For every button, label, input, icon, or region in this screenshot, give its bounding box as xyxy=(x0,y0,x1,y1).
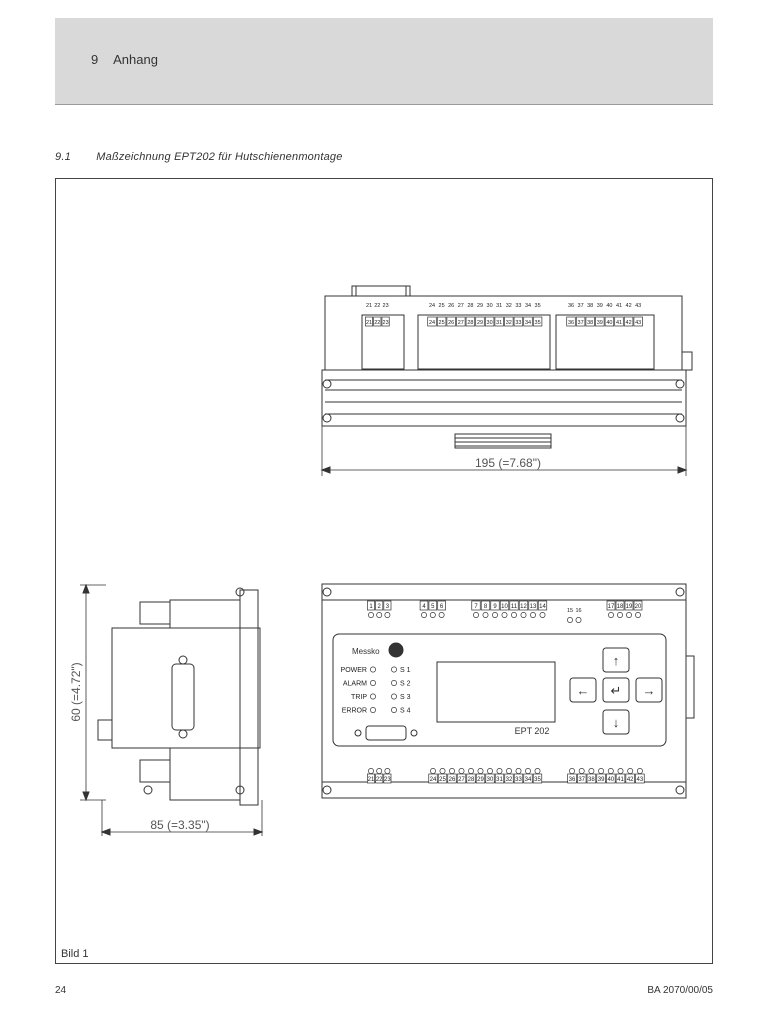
terminal-screw xyxy=(497,768,502,773)
terminal-label: 4 xyxy=(422,604,426,610)
terminal-screw xyxy=(530,612,535,617)
terminal-screw xyxy=(579,768,584,773)
terminal-screw xyxy=(628,768,633,773)
terminal-label: 33 xyxy=(515,777,522,783)
terminal-label: 28 xyxy=(467,303,474,309)
section-title: Maßzeichnung EPT202 für Hutschienenmontage xyxy=(96,151,343,163)
figure-caption: Bild 1 xyxy=(61,948,89,960)
terminal-label: 11 xyxy=(510,604,518,610)
terminal-screw xyxy=(449,768,454,773)
terminal-label: 9 xyxy=(493,604,497,610)
terminal-label: 28 xyxy=(467,777,475,783)
terminal-screw xyxy=(377,612,382,617)
terminal-label: 21 xyxy=(365,320,373,326)
terminal-label: 22 xyxy=(375,777,383,783)
terminal-label: 38 xyxy=(588,777,595,783)
terminal-label: 34 xyxy=(524,320,532,326)
terminal-label: 33 xyxy=(515,303,522,309)
terminal-label: 37 xyxy=(577,320,584,326)
terminal-label: 34 xyxy=(524,303,532,309)
terminal-label: 31 xyxy=(496,777,503,783)
chapter-title: Anhang xyxy=(113,52,158,67)
section-number: 9.1 xyxy=(55,151,71,163)
terminal-label: 35 xyxy=(534,777,541,783)
terminal-screw xyxy=(487,768,492,773)
terminal-screw xyxy=(635,612,640,617)
terminal-label: 34 xyxy=(524,777,532,783)
terminal-label: 38 xyxy=(587,303,594,309)
terminal-label: 25 xyxy=(439,777,446,783)
terminal-label: 22 xyxy=(374,320,381,326)
terminal-label: 6 xyxy=(439,604,444,610)
side-view xyxy=(80,585,262,836)
terminal-label: 41 xyxy=(617,777,624,783)
terminal-label: 29 xyxy=(476,303,484,309)
terminal-label: 38 xyxy=(587,320,594,326)
terminal-label: 19 xyxy=(625,604,633,610)
terminal-label: 21 xyxy=(367,777,375,783)
terminal-label: 1 xyxy=(369,604,373,610)
led-label: S 3 xyxy=(400,694,411,701)
led-icon xyxy=(391,707,396,712)
terminal-label: 40 xyxy=(606,303,613,309)
terminal-screw xyxy=(492,612,497,617)
terminal-screw xyxy=(576,617,581,622)
terminal-screw xyxy=(483,612,488,617)
terminal-label: 36 xyxy=(567,320,575,326)
terminal-screw xyxy=(440,768,445,773)
terminal-label: 43 xyxy=(635,303,642,309)
terminal-label: 31 xyxy=(496,320,503,326)
terminal-label: 25 xyxy=(438,320,445,326)
terminal-screw xyxy=(521,612,526,617)
terminal-label: 27 xyxy=(458,777,465,783)
top-view xyxy=(322,286,692,476)
terminal-screw xyxy=(368,768,373,773)
terminal-label: 30 xyxy=(486,320,493,326)
terminal-label: 23 xyxy=(382,320,389,326)
terminal-screw xyxy=(535,768,540,773)
terminal-label: 13 xyxy=(529,604,537,610)
terminal-label: 23 xyxy=(382,303,389,309)
terminal-screw xyxy=(468,768,473,773)
arrow-left-icon: ← xyxy=(576,683,590,698)
terminal-screw xyxy=(502,612,507,617)
terminal-label: 35 xyxy=(534,303,541,309)
terminal-label: 24 xyxy=(429,777,437,783)
terminal-label: 25 xyxy=(438,303,445,309)
terminal-screw xyxy=(516,768,521,773)
terminal-screw xyxy=(473,612,478,617)
terminal-label: 21 xyxy=(365,303,373,309)
terminal-screw xyxy=(385,612,390,617)
led-label: POWER xyxy=(340,667,367,674)
terminal-screw xyxy=(626,612,631,617)
led-icon xyxy=(370,707,375,712)
terminal-screw xyxy=(540,612,545,617)
led-label: ERROR xyxy=(341,707,367,715)
terminal-label: 15 xyxy=(566,608,574,614)
terminal-screw xyxy=(459,768,464,773)
terminal-label: 29 xyxy=(477,777,484,783)
terminal-label: 26 xyxy=(448,777,456,783)
terminal-label: 8 xyxy=(483,604,488,610)
terminal-label: 36 xyxy=(567,303,575,309)
terminal-label: 14 xyxy=(539,604,546,610)
terminal-screw xyxy=(385,768,390,773)
terminal-label: 36 xyxy=(568,777,576,783)
terminal-label: 42 xyxy=(625,320,632,326)
terminal-screw xyxy=(599,768,604,773)
terminal-label: 29 xyxy=(476,320,484,326)
terminal-label: 12 xyxy=(520,604,527,610)
led-icon xyxy=(370,680,375,685)
terminal-screw xyxy=(368,612,373,617)
led-icon xyxy=(391,694,396,699)
terminal-screw xyxy=(567,617,572,622)
terminal-label: 37 xyxy=(577,303,584,309)
terminal-screw xyxy=(608,612,613,617)
led-icon xyxy=(370,694,375,699)
terminal-label: 32 xyxy=(505,777,513,783)
terminal-label: 24 xyxy=(428,320,436,326)
terminal-label: 32 xyxy=(505,303,512,309)
terminal-screw xyxy=(430,612,435,617)
terminal-label: 16 xyxy=(575,608,582,614)
terminal-label: 22 xyxy=(374,303,381,309)
terminal-label: 40 xyxy=(606,320,613,326)
brand-label: Messko xyxy=(352,647,380,656)
terminal-label: 33 xyxy=(515,320,522,326)
terminal-label: 20 xyxy=(634,604,642,610)
terminal-label: 27 xyxy=(457,303,464,309)
terminal-screw xyxy=(589,768,594,773)
terminal-label: 18 xyxy=(616,604,624,610)
arrow-down-icon: ↓ xyxy=(612,715,620,730)
terminal-label: 30 xyxy=(486,777,494,783)
arrow-up-icon: ↑ xyxy=(612,653,620,668)
led-label: ALARM xyxy=(342,680,367,688)
terminal-label: 31 xyxy=(496,303,503,309)
terminal-label: 39 xyxy=(596,320,603,326)
terminal-screw xyxy=(377,768,382,773)
terminal-label: 7 xyxy=(474,604,478,610)
led-label: S 1 xyxy=(400,667,411,674)
terminal-screw xyxy=(421,612,426,617)
terminal-label: 39 xyxy=(597,777,605,783)
terminal-label: 10 xyxy=(501,604,508,610)
led-label: TRIP xyxy=(351,694,367,701)
terminal-label: 23 xyxy=(384,777,391,783)
model-label: EPT 202 xyxy=(514,726,550,736)
terminal-screw xyxy=(439,612,444,617)
enter-icon: ↵ xyxy=(610,683,622,698)
terminal-screw xyxy=(569,768,574,773)
terminal-screw xyxy=(608,768,613,773)
terminal-screw xyxy=(637,768,642,773)
terminal-label: 26 xyxy=(448,303,455,309)
terminal-label: 37 xyxy=(578,777,586,783)
terminal-screw xyxy=(478,768,483,773)
terminal-label: 41 xyxy=(615,303,623,309)
terminal-label: 39 xyxy=(596,303,603,309)
terminal-label: 17 xyxy=(607,604,615,610)
arrow-right-icon: → xyxy=(642,683,656,698)
terminal-label: 24 xyxy=(428,303,436,309)
terminal-label: 32 xyxy=(505,320,512,326)
led-icon xyxy=(391,667,396,672)
terminal-label: 30 xyxy=(486,303,493,309)
terminal-label: 41 xyxy=(615,320,623,326)
document-reference: BA 2070/00/05 xyxy=(647,985,713,996)
led-label: S 4 xyxy=(400,707,411,715)
terminal-label: 5 xyxy=(431,604,435,610)
terminal-label: 3 xyxy=(385,604,390,610)
terminal-label: 35 xyxy=(534,320,541,326)
led-icon xyxy=(370,667,375,672)
led-label: S 2 xyxy=(400,680,411,688)
terminal-label: 43 xyxy=(636,777,644,783)
terminal-label: 27 xyxy=(457,320,464,326)
terminal-label: 28 xyxy=(467,320,474,326)
terminal-label: 42 xyxy=(626,777,634,783)
terminal-label: 40 xyxy=(607,777,615,783)
top-width-dimension: 195 (=7.68") xyxy=(475,456,541,470)
terminal-label: 42 xyxy=(625,303,632,309)
terminal-label: 2 xyxy=(377,604,381,610)
terminal-screw xyxy=(511,612,516,617)
terminal-label: 26 xyxy=(448,320,455,326)
terminal-screw xyxy=(525,768,530,773)
terminal-screw xyxy=(430,768,435,773)
terminal-screw xyxy=(506,768,511,773)
led-icon xyxy=(391,680,396,685)
terminal-label: 43 xyxy=(635,320,642,326)
terminal-screw xyxy=(617,612,622,617)
chapter-number: 9 xyxy=(91,52,99,67)
side-height-dimension: 60 (=4.72") xyxy=(69,662,83,722)
side-width-dimension: 85 (=3.35") xyxy=(150,818,210,832)
terminal-screw xyxy=(618,768,623,773)
page-number: 24 xyxy=(55,985,67,996)
